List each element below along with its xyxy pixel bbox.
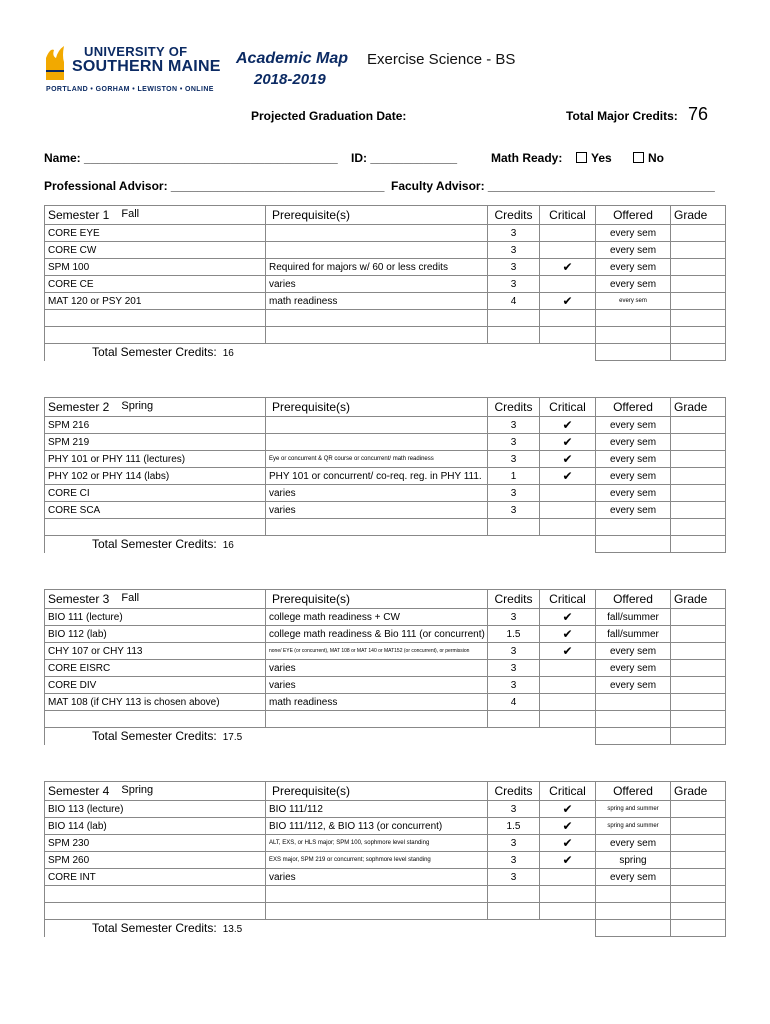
total-semester-credits-value: 16: [222, 348, 234, 360]
grade-input[interactable]: [671, 519, 726, 536]
offered-cell: every sem: [596, 869, 671, 886]
semester-label: [45, 206, 266, 225]
table-header-row: [45, 782, 726, 801]
offered-cell: spring: [596, 852, 671, 869]
table-row: [45, 801, 726, 818]
course-cell: CORE EISRC: [45, 660, 266, 677]
critical-cell: [540, 468, 596, 485]
check-icon: ✔: [562, 294, 573, 308]
course-cell: CORE CW: [45, 242, 266, 259]
grade-input[interactable]: [671, 485, 726, 502]
offered-cell: every sem: [596, 417, 671, 434]
offered-header: Offered: [596, 206, 671, 225]
critical-cell: [540, 451, 596, 468]
course-cell: PHY 101 or PHY 111 (lectures): [45, 451, 266, 468]
table-row: [45, 468, 726, 485]
course-cell: [45, 886, 266, 903]
credits-cell: 3: [488, 259, 540, 276]
offered-cell: [596, 519, 671, 536]
grade-input[interactable]: [671, 327, 726, 344]
total-semester-credits-label: Total Semester Credits:: [92, 345, 217, 360]
critical-cell: [540, 327, 596, 344]
course-cell: SPM 100: [45, 259, 266, 276]
total-semester-credits-value: 16: [222, 540, 234, 552]
semester-label: [45, 782, 266, 801]
grade-input[interactable]: [671, 660, 726, 677]
credits-cell: 3: [488, 643, 540, 660]
prereq-cell: college math readiness + CW: [266, 609, 488, 626]
prereq-cell: ALT, EXS, or HLS major; SPM 100, sophmore level standing: [266, 835, 488, 852]
offered-cell: every sem: [596, 502, 671, 519]
credits-cell: 3: [488, 609, 540, 626]
course-cell: [45, 327, 266, 344]
prereq-header: Prerequisite(s): [266, 590, 488, 609]
math-ready-yes[interactable]: [576, 151, 612, 165]
prereq-cell: [266, 434, 488, 451]
critical-cell: [540, 293, 596, 310]
credits-cell: 1.5: [488, 626, 540, 643]
credits-cell: 3: [488, 660, 540, 677]
total-semester-credits-value: 17.5: [222, 732, 243, 744]
course-cell: BIO 113 (lecture): [45, 801, 266, 818]
offered-cell: every sem: [596, 835, 671, 852]
offered-cell: spring and summer: [596, 818, 671, 835]
credits-cell: [488, 903, 540, 920]
prereq-cell: math readiness: [266, 293, 488, 310]
total-offered-cell: [596, 920, 671, 937]
critical-cell: [540, 310, 596, 327]
grade-header: Grade: [671, 782, 726, 801]
total-cell: [45, 536, 596, 553]
prereq-header: Prerequisite(s): [266, 398, 488, 417]
critical-cell: [540, 225, 596, 242]
logo-line-2: SOUTHERN MAINE: [72, 58, 221, 75]
check-icon: ✔: [562, 802, 573, 816]
total-offered-cell: [596, 536, 671, 553]
critical-cell: [540, 818, 596, 835]
total-row: [45, 728, 726, 745]
semester-3-table: [44, 589, 726, 745]
no-label: No: [648, 151, 664, 165]
table-row: [45, 694, 726, 711]
credits-cell: 3: [488, 417, 540, 434]
course-cell: SPM 260: [45, 852, 266, 869]
table-row: [45, 293, 726, 310]
total-grade-cell[interactable]: [671, 728, 726, 745]
total-cell: [45, 344, 596, 361]
prereq-cell: varies: [266, 502, 488, 519]
check-icon: ✔: [562, 435, 573, 449]
prereq-cell: varies: [266, 677, 488, 694]
semester-1-table: [44, 205, 726, 361]
total-row: [45, 344, 726, 361]
check-icon: ✔: [562, 452, 573, 466]
grade-input[interactable]: [671, 818, 726, 835]
grade-header: Grade: [671, 206, 726, 225]
prereq-cell: [266, 417, 488, 434]
prereq-cell: BIO 111/112: [266, 801, 488, 818]
offered-cell: every sem: [596, 242, 671, 259]
semester-label: [45, 590, 266, 609]
critical-cell: [540, 502, 596, 519]
faculty-advisor-field[interactable]: Faculty Advisor: __________________________________: [391, 179, 715, 193]
prereq-cell: EXS major, SPM 219 or concurrent; sophmore level standing: [266, 852, 488, 869]
prereq-cell: [266, 310, 488, 327]
course-cell: [45, 903, 266, 920]
credits-cell: 4: [488, 293, 540, 310]
offered-cell: [596, 711, 671, 728]
check-icon: ✔: [562, 853, 573, 867]
critical-cell: [540, 242, 596, 259]
course-cell: CHY 107 or CHY 113: [45, 643, 266, 660]
semester-title: Semester 4: [48, 784, 110, 798]
credits-cell: 3: [488, 835, 540, 852]
credits-header: Credits: [488, 398, 540, 417]
credits-cell: 3: [488, 801, 540, 818]
total-grade-cell[interactable]: [671, 920, 726, 937]
total-major-credits-value: 76: [688, 104, 709, 124]
course-cell: BIO 111 (lecture): [45, 609, 266, 626]
table-row: [45, 660, 726, 677]
credits-cell: 3: [488, 434, 540, 451]
table-row: [45, 886, 726, 903]
offered-cell: [596, 886, 671, 903]
credits-cell: [488, 310, 540, 327]
table-row: [45, 485, 726, 502]
grade-input[interactable]: [671, 434, 726, 451]
credits-cell: 3: [488, 451, 540, 468]
table-row: [45, 643, 726, 660]
offered-cell: every sem: [596, 225, 671, 242]
grade-input[interactable]: [671, 417, 726, 434]
credits-cell: 3: [488, 869, 540, 886]
course-cell: CORE SCA: [45, 502, 266, 519]
credits-cell: [488, 886, 540, 903]
offered-cell: every sem: [596, 643, 671, 660]
table-header-row: [45, 206, 726, 225]
grade-header: Grade: [671, 590, 726, 609]
total-offered-cell: [596, 728, 671, 745]
table-row: [45, 609, 726, 626]
grade-input[interactable]: [671, 468, 726, 485]
grade-input[interactable]: [671, 242, 726, 259]
yes-checkbox[interactable]: [576, 152, 587, 163]
course-cell: SPM 219: [45, 434, 266, 451]
offered-header: Offered: [596, 590, 671, 609]
grade-input[interactable]: [671, 801, 726, 818]
offered-header: Offered: [596, 398, 671, 417]
credits-cell: 3: [488, 502, 540, 519]
critical-header: Critical: [540, 782, 596, 801]
critical-cell: [540, 903, 596, 920]
prereq-cell: none/ EYE (or concurrent), MAT 108 or MAT 140 or MAT152 (or concurrent), or permission: [266, 643, 488, 660]
course-cell: CORE CI: [45, 485, 266, 502]
table-row: [45, 903, 726, 920]
offered-cell: every sem: [596, 276, 671, 293]
credits-cell: [488, 519, 540, 536]
total-grade-cell[interactable]: [671, 344, 726, 361]
total-semester-credits-value: 13.5: [222, 924, 243, 936]
grade-input[interactable]: [671, 310, 726, 327]
grade-input[interactable]: [671, 835, 726, 852]
prereq-header: Prerequisite(s): [266, 782, 488, 801]
grade-input[interactable]: [671, 852, 726, 869]
prereq-cell: Eye or concurrent & QR course or concurrent/ math readiness: [266, 451, 488, 468]
table-row: [45, 502, 726, 519]
table-row: [45, 310, 726, 327]
yes-label: Yes: [591, 151, 612, 165]
course-cell: CORE INT: [45, 869, 266, 886]
course-cell: CORE EYE: [45, 225, 266, 242]
grade-input[interactable]: [671, 643, 726, 660]
semester-title: Semester 2: [48, 400, 110, 414]
semester-season: Fall: [121, 208, 140, 220]
course-cell: [45, 310, 266, 327]
critical-cell: [540, 485, 596, 502]
table-row: [45, 417, 726, 434]
prereq-header: Prerequisite(s): [266, 206, 488, 225]
semester-season: Spring: [121, 400, 154, 412]
no-checkbox[interactable]: [633, 152, 644, 163]
table-header-row: [45, 590, 726, 609]
course-cell: MAT 120 or PSY 201: [45, 293, 266, 310]
critical-cell: [540, 801, 596, 818]
prereq-cell: college math readiness & Bio 111 (or concurrent): [266, 626, 488, 643]
table-row: [45, 327, 726, 344]
course-cell: PHY 102 or PHY 114 (labs): [45, 468, 266, 485]
table-row: [45, 852, 726, 869]
professional-advisor-field[interactable]: Professional Advisor: ________________________________: [44, 179, 385, 193]
course-cell: SPM 216: [45, 417, 266, 434]
credits-cell: [488, 711, 540, 728]
grade-input[interactable]: [671, 869, 726, 886]
course-cell: CORE DIV: [45, 677, 266, 694]
offered-cell: every sem: [596, 468, 671, 485]
check-icon: ✔: [562, 819, 573, 833]
critical-cell: [540, 886, 596, 903]
critical-cell: [540, 417, 596, 434]
credits-cell: 4: [488, 694, 540, 711]
grade-input[interactable]: [671, 694, 726, 711]
grade-input[interactable]: [671, 225, 726, 242]
prereq-cell: [266, 242, 488, 259]
total-major-credits-label: Total Major Credits:: [566, 109, 678, 123]
credits-header: Credits: [488, 590, 540, 609]
critical-cell: [540, 852, 596, 869]
table-row: [45, 677, 726, 694]
offered-cell: [596, 310, 671, 327]
check-icon: ✔: [562, 260, 573, 274]
grade-input[interactable]: [671, 276, 726, 293]
critical-cell: [540, 609, 596, 626]
offered-cell: fall/summer: [596, 626, 671, 643]
critical-cell: [540, 694, 596, 711]
offered-cell: every sem: [596, 293, 671, 310]
prereq-cell: varies: [266, 869, 488, 886]
credits-cell: 3: [488, 677, 540, 694]
credits-header: Credits: [488, 782, 540, 801]
table-row: [45, 276, 726, 293]
offered-cell: every sem: [596, 677, 671, 694]
table-row: [45, 519, 726, 536]
offered-cell: [596, 903, 671, 920]
semester-title: Semester 1: [48, 208, 110, 222]
usm-logo: [44, 44, 221, 98]
total-grade-cell[interactable]: [671, 536, 726, 553]
table-row: [45, 451, 726, 468]
logo-line-1: UNIVERSITY OF: [84, 44, 188, 59]
course-cell: [45, 519, 266, 536]
prereq-cell: [266, 327, 488, 344]
check-icon: ✔: [562, 644, 573, 658]
critical-cell: [540, 711, 596, 728]
grade-input[interactable]: [671, 677, 726, 694]
prereq-cell: PHY 101 or concurrent/ co-req. reg. in PHY 111.: [266, 468, 488, 485]
course-cell: [45, 711, 266, 728]
critical-cell: [540, 660, 596, 677]
offered-cell: spring and summer: [596, 801, 671, 818]
course-cell: CORE CE: [45, 276, 266, 293]
critical-header: Critical: [540, 206, 596, 225]
grade-header: Grade: [671, 398, 726, 417]
math-ready-no[interactable]: [633, 151, 664, 165]
course-cell: SPM 230: [45, 835, 266, 852]
logo-line-3: PORTLAND • GORHAM • LEWISTON • ONLINE: [46, 86, 214, 93]
prereq-cell: [266, 225, 488, 242]
table-row: [45, 869, 726, 886]
offered-cell: [596, 694, 671, 711]
table-row: [45, 225, 726, 242]
prereq-cell: [266, 903, 488, 920]
offered-cell: fall/summer: [596, 609, 671, 626]
course-cell: BIO 112 (lab): [45, 626, 266, 643]
offered-cell: [596, 327, 671, 344]
check-icon: ✔: [562, 610, 573, 624]
credits-cell: [488, 327, 540, 344]
offered-header: Offered: [596, 782, 671, 801]
total-cell: [45, 920, 596, 937]
prereq-cell: varies: [266, 276, 488, 293]
semester-2-table: [44, 397, 726, 553]
total-semester-credits-label: Total Semester Credits:: [92, 537, 217, 552]
check-icon: ✔: [562, 836, 573, 850]
critical-cell: [540, 434, 596, 451]
table-header-row: [45, 398, 726, 417]
critical-cell: [540, 626, 596, 643]
table-row: [45, 242, 726, 259]
credits-cell: 3: [488, 276, 540, 293]
semester-4-table: [44, 781, 726, 937]
semester-season: Fall: [121, 592, 140, 604]
projected-graduation-label: Projected Graduation Date:: [251, 109, 407, 123]
check-icon: ✔: [562, 418, 573, 432]
logo-flame-icon: [44, 46, 66, 80]
check-icon: ✔: [562, 469, 573, 483]
math-ready-label: Math Ready:: [491, 151, 563, 165]
offered-cell: every sem: [596, 660, 671, 677]
semester-label: [45, 398, 266, 417]
name-field[interactable]: Name: ______________________________________: [44, 151, 338, 165]
prereq-cell: BIO 111/112, & BIO 113 (or concurrent): [266, 818, 488, 835]
credits-cell: 1: [488, 468, 540, 485]
course-cell: MAT 108 (if CHY 113 is chosen above): [45, 694, 266, 711]
critical-cell: [540, 835, 596, 852]
critical-cell: [540, 519, 596, 536]
prereq-cell: varies: [266, 485, 488, 502]
table-row: [45, 434, 726, 451]
prereq-cell: Required for majors w/ 60 or less credits: [266, 259, 488, 276]
offered-cell: every sem: [596, 259, 671, 276]
credits-cell: 3: [488, 242, 540, 259]
total-cell: [45, 728, 596, 745]
total-row: [45, 536, 726, 553]
critical-cell: [540, 259, 596, 276]
grade-input[interactable]: [671, 903, 726, 920]
offered-cell: every sem: [596, 434, 671, 451]
critical-cell: [540, 276, 596, 293]
table-row: [45, 835, 726, 852]
offered-cell: every sem: [596, 451, 671, 468]
credits-header: Credits: [488, 206, 540, 225]
credits-cell: 3: [488, 225, 540, 242]
prereq-cell: [266, 711, 488, 728]
offered-cell: every sem: [596, 485, 671, 502]
program-name: Exercise Science - BS: [367, 51, 516, 68]
grade-input[interactable]: [671, 451, 726, 468]
grade-input[interactable]: [671, 711, 726, 728]
prereq-cell: [266, 886, 488, 903]
check-icon: ✔: [562, 627, 573, 641]
page-title: Academic Map: [236, 50, 349, 67]
critical-cell: [540, 869, 596, 886]
prereq-cell: varies: [266, 660, 488, 677]
total-semester-credits-label: Total Semester Credits:: [92, 921, 217, 936]
credits-cell: 3: [488, 852, 540, 869]
grade-input[interactable]: [671, 609, 726, 626]
credits-cell: 1.5: [488, 818, 540, 835]
table-row: [45, 259, 726, 276]
course-cell: BIO 114 (lab): [45, 818, 266, 835]
critical-cell: [540, 677, 596, 694]
grade-input[interactable]: [671, 259, 726, 276]
id-field[interactable]: ID: _____________: [351, 151, 458, 165]
grade-input[interactable]: [671, 886, 726, 903]
total-row: [45, 920, 726, 937]
grade-input[interactable]: [671, 502, 726, 519]
total-offered-cell: [596, 344, 671, 361]
critical-header: Critical: [540, 398, 596, 417]
total-semester-credits-label: Total Semester Credits:: [92, 729, 217, 744]
grade-input[interactable]: [671, 293, 726, 310]
semester-season: Spring: [121, 784, 154, 796]
prereq-cell: [266, 519, 488, 536]
critical-header: Critical: [540, 590, 596, 609]
credits-cell: 3: [488, 485, 540, 502]
table-row: [45, 818, 726, 835]
table-row: [45, 626, 726, 643]
grade-input[interactable]: [671, 626, 726, 643]
prereq-cell: math readiness: [266, 694, 488, 711]
critical-cell: [540, 643, 596, 660]
semester-title: Semester 3: [48, 592, 110, 606]
table-row: [45, 711, 726, 728]
academic-year: 2018-2019: [254, 71, 326, 88]
